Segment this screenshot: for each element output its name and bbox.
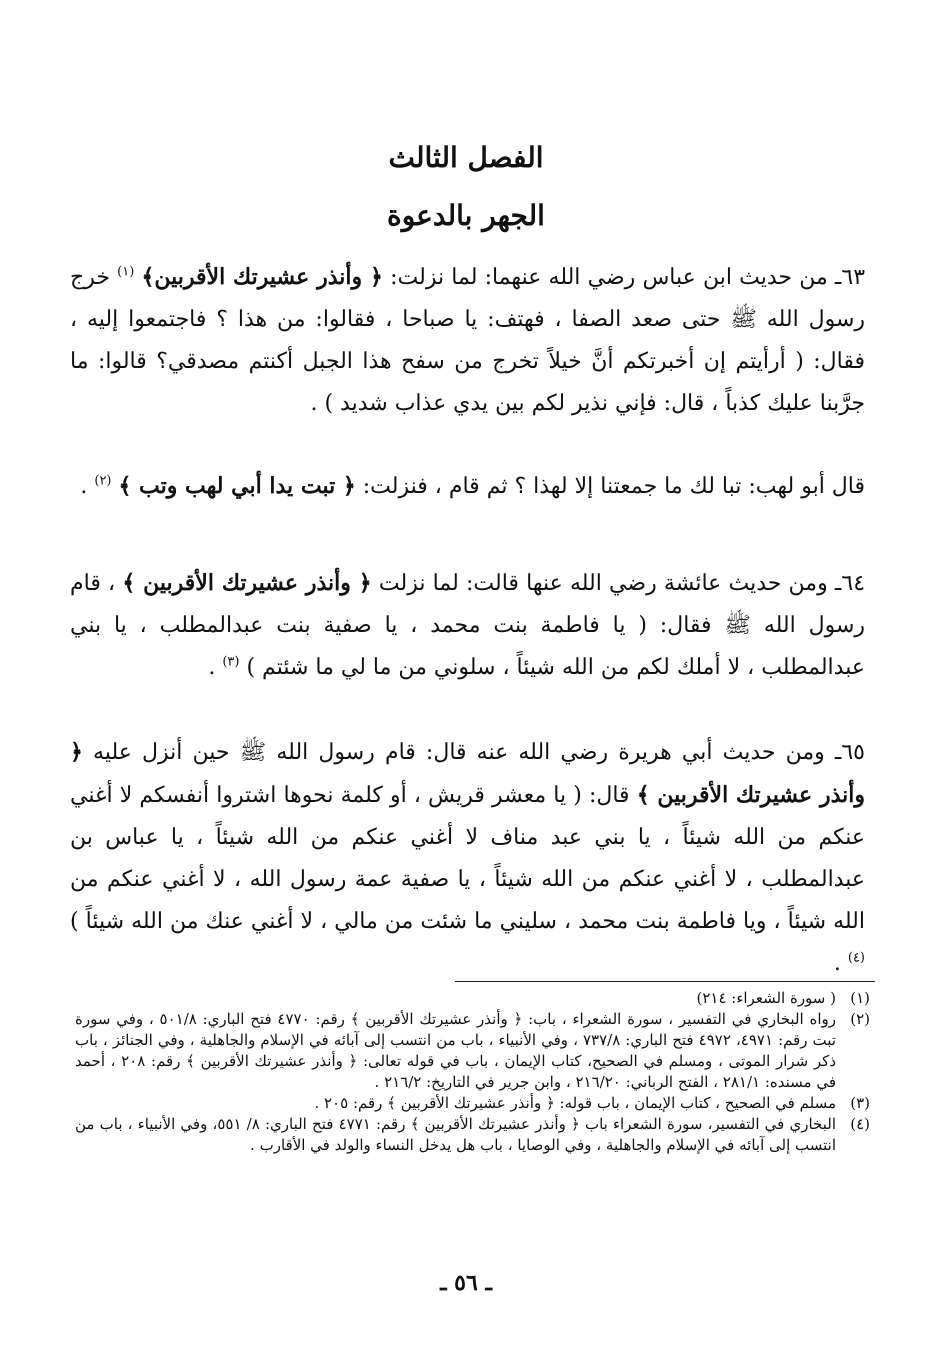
- footnotes-section: [75, 988, 870, 1156]
- section-title: الجهر بالدعوة: [387, 199, 545, 232]
- paragraph-text: ٦٥ـ ومن حديث أبي هريرة رضي الله عنه قال: قام رسول الله ﷺ حين أنزل عليه: [82, 740, 865, 765]
- paragraph-text: .: [80, 474, 95, 499]
- footnote-text: مسلم في الصحيح ، كتاب الإيمان ، باب قوله: ﴿ وأنذر عشيرتك الأقربين ﴾ رقم: ٢٠٥ .: [314, 1094, 836, 1112]
- footnote-4: [75, 1114, 870, 1156]
- footnote-1: [75, 988, 870, 1009]
- footnote-reference: (٤): [847, 950, 865, 966]
- paragraph-text: ، قام رسول الله ﷺ فقال: ( يا فاطمة بنت محمد ، يا صفية بنت عبدالمطلب ، يا بني عبدالمطلب ، لا أملك لكم من الله شيئاً ، سلوني من ما لي ما شئتم ): [70, 571, 865, 680]
- footnote-text: البخاري في التفسير، سورة الشعراء باب ﴿ وأنذر عشيرتك الأقربين ﴾ رقم: ٤٧٧١ فتح الباري: ٨/ ٥٥١، وفي الأنبياء ، باب من انتسب إلى آبائه في الإسلام والجاهلية ، وفي الوصايا ، باب هل يدخل النساء والولد في الأقارب .: [75, 1115, 836, 1154]
- footnote-text: ( سورة الشعراء: ٢١٤): [696, 989, 836, 1007]
- footnote-divider: [455, 981, 875, 982]
- footnote-reference: (١): [117, 264, 135, 280]
- hadith-paragraph-63: [70, 256, 865, 425]
- hadith-paragraph-65: ٦٥ـ ومن حديث أبي هريرة رضي الله عنه قال: قام رسول الله ﷺ حين أنزل عليه ﴿ وأنذر عشيرتك الأقربين ﴾ قال: ( يا معشر قريش ، أو كلمة نحوها اشتروا أنفسكم لا أغني عنكم من الله شيئاً ، يا بني عبد مناف لا أغني عنكم من الله شيئاً ، يا عباس بن عبدالمطلب ، لا أغني عنكم من الله شيئاً ، يا صفية عمة رسول الله ، لا أغني عنكم من الله شيئاً ، ويا فاطمة بنت محمد ، سليني ما شئت من مالي ، لا أغني عنك من الله شيئاً ) $^{(٤)}$ .: [70, 739, 865, 976]
- footnote-3: [75, 1093, 870, 1114]
- footnote-2: [75, 1009, 870, 1093]
- footnote-number: (٣): [850, 1094, 870, 1112]
- chapter-title: الفصل الثالث: [388, 141, 544, 174]
- footnote-reference: (٢): [94, 473, 112, 489]
- footnote-number: (١): [850, 989, 870, 1007]
- footnote-number: (٤): [850, 1115, 870, 1133]
- quran-verse: ﴿ وأنذر عشيرتك الأقربين﴾: [141, 264, 383, 290]
- quran-verse: ﴿ تبت يدا أبي لهب وتب ﴾: [118, 473, 356, 499]
- paragraph-text: خرج رسول الله ﷺ حتى صعد الصفا ، فهتف: يا صباحا ، فقالوا: من هذا ؟ فاجتمعوا إليه ، فقال: ( أرأيتم إن أخبرتكم أنَّ خيلاً تخرج من سفح هذا الجبل أكنتم مصدقي؟ قالوا: ما جرَّبنا عليك كذباً ، قال: فإني نذير لكم بين يدي عذاب شديد ) .: [70, 265, 865, 416]
- quran-verse: ﴿ وأنذر عشيرتك الأقربين ﴾: [122, 570, 372, 596]
- page-number: ـ ٥٦ ـ: [440, 1270, 492, 1296]
- footnote-reference: (٣): [222, 654, 240, 670]
- paragraph-text: ٦٣ـ من حديث ابن عباس رضي الله عنهما: لما نزلت:: [382, 265, 866, 290]
- paragraph-text: ٦٤ـ ومن حديث عائشة رضي الله عنها قالت: لما نزلت: [371, 571, 866, 596]
- hadith-paragraph-63-continued: [70, 465, 865, 508]
- paragraph-text: قال أبو لهب: تبا لك ما جمعتنا إلا لهذا ؟ ثم قام ، فنزلت:: [355, 474, 865, 499]
- hadith-paragraph-64: ٦٤ـ ومن حديث عائشة رضي الله عنها قالت: لما نزلت ﴿ وأنذر عشيرتك الأقربين ﴾ ، قام رسول الله ﷺ فقال: ( يا فاطمة بنت محمد ، يا صفية بنت عبدالمطلب ، يا بني عبدالمطلب ، لا أملك لكم من الله شيئاً ، سلوني من ما لي ما شئتم ) $^{(٣)}$ .: [70, 570, 866, 680]
- footnote-number: (٢): [850, 1010, 870, 1028]
- footnote-text: رواه البخاري في التفسير ، سورة الشعراء ، باب: ﴿ وأنذر عشيرتك الأقربين ﴾ رقم: ٤٧٧٠ فتح الباري: ٥٠١/٨ ، وفي سورة تبت رقم: ٤٩٧١، ٤٩٧٢ فتح الباري: ٧٣٧/٨ ، وفي الأنبياء ، باب من انتسب إلى آبائه في الإسلام والجاهلية ، وفي الجنائز ، باب ذكر شرار الموتى ، ومسلم في الصحيح، كتاب الإيمان ، باب في قوله تعالى: ﴿ وأنذر عشيرتك الأقربين ﴾ رقم: ٢٠٨ ، أحمد في مسنده: ٢٨١/١ ، الفتح الرباني: ٢١٦/٢٠ ، وابن جرير في التاريخ: ٢١٦/٢ .: [75, 1010, 836, 1091]
- quran-verse: ﴿ وأنذر عشيرتك الأقربين ﴾: [70, 739, 865, 808]
- paragraph-text: قال: ( يا معشر قريش ، أو كلمة نحوها اشتروا أنفسكم لا أغني عنكم من الله شيئاً ، يا بني عبد مناف لا أغني عنكم من الله شيئاً ، يا عباس بن عبدالمطلب ، لا أغني عنكم من الله شيئاً ، يا صفية عمة رسول الله ، لا أغني عنكم من الله شيئاً ، ويا فاطمة بنت محمد ، سليني ما شئت من مالي ، لا أغني عنك من الله شيئاً ): [70, 783, 865, 934]
